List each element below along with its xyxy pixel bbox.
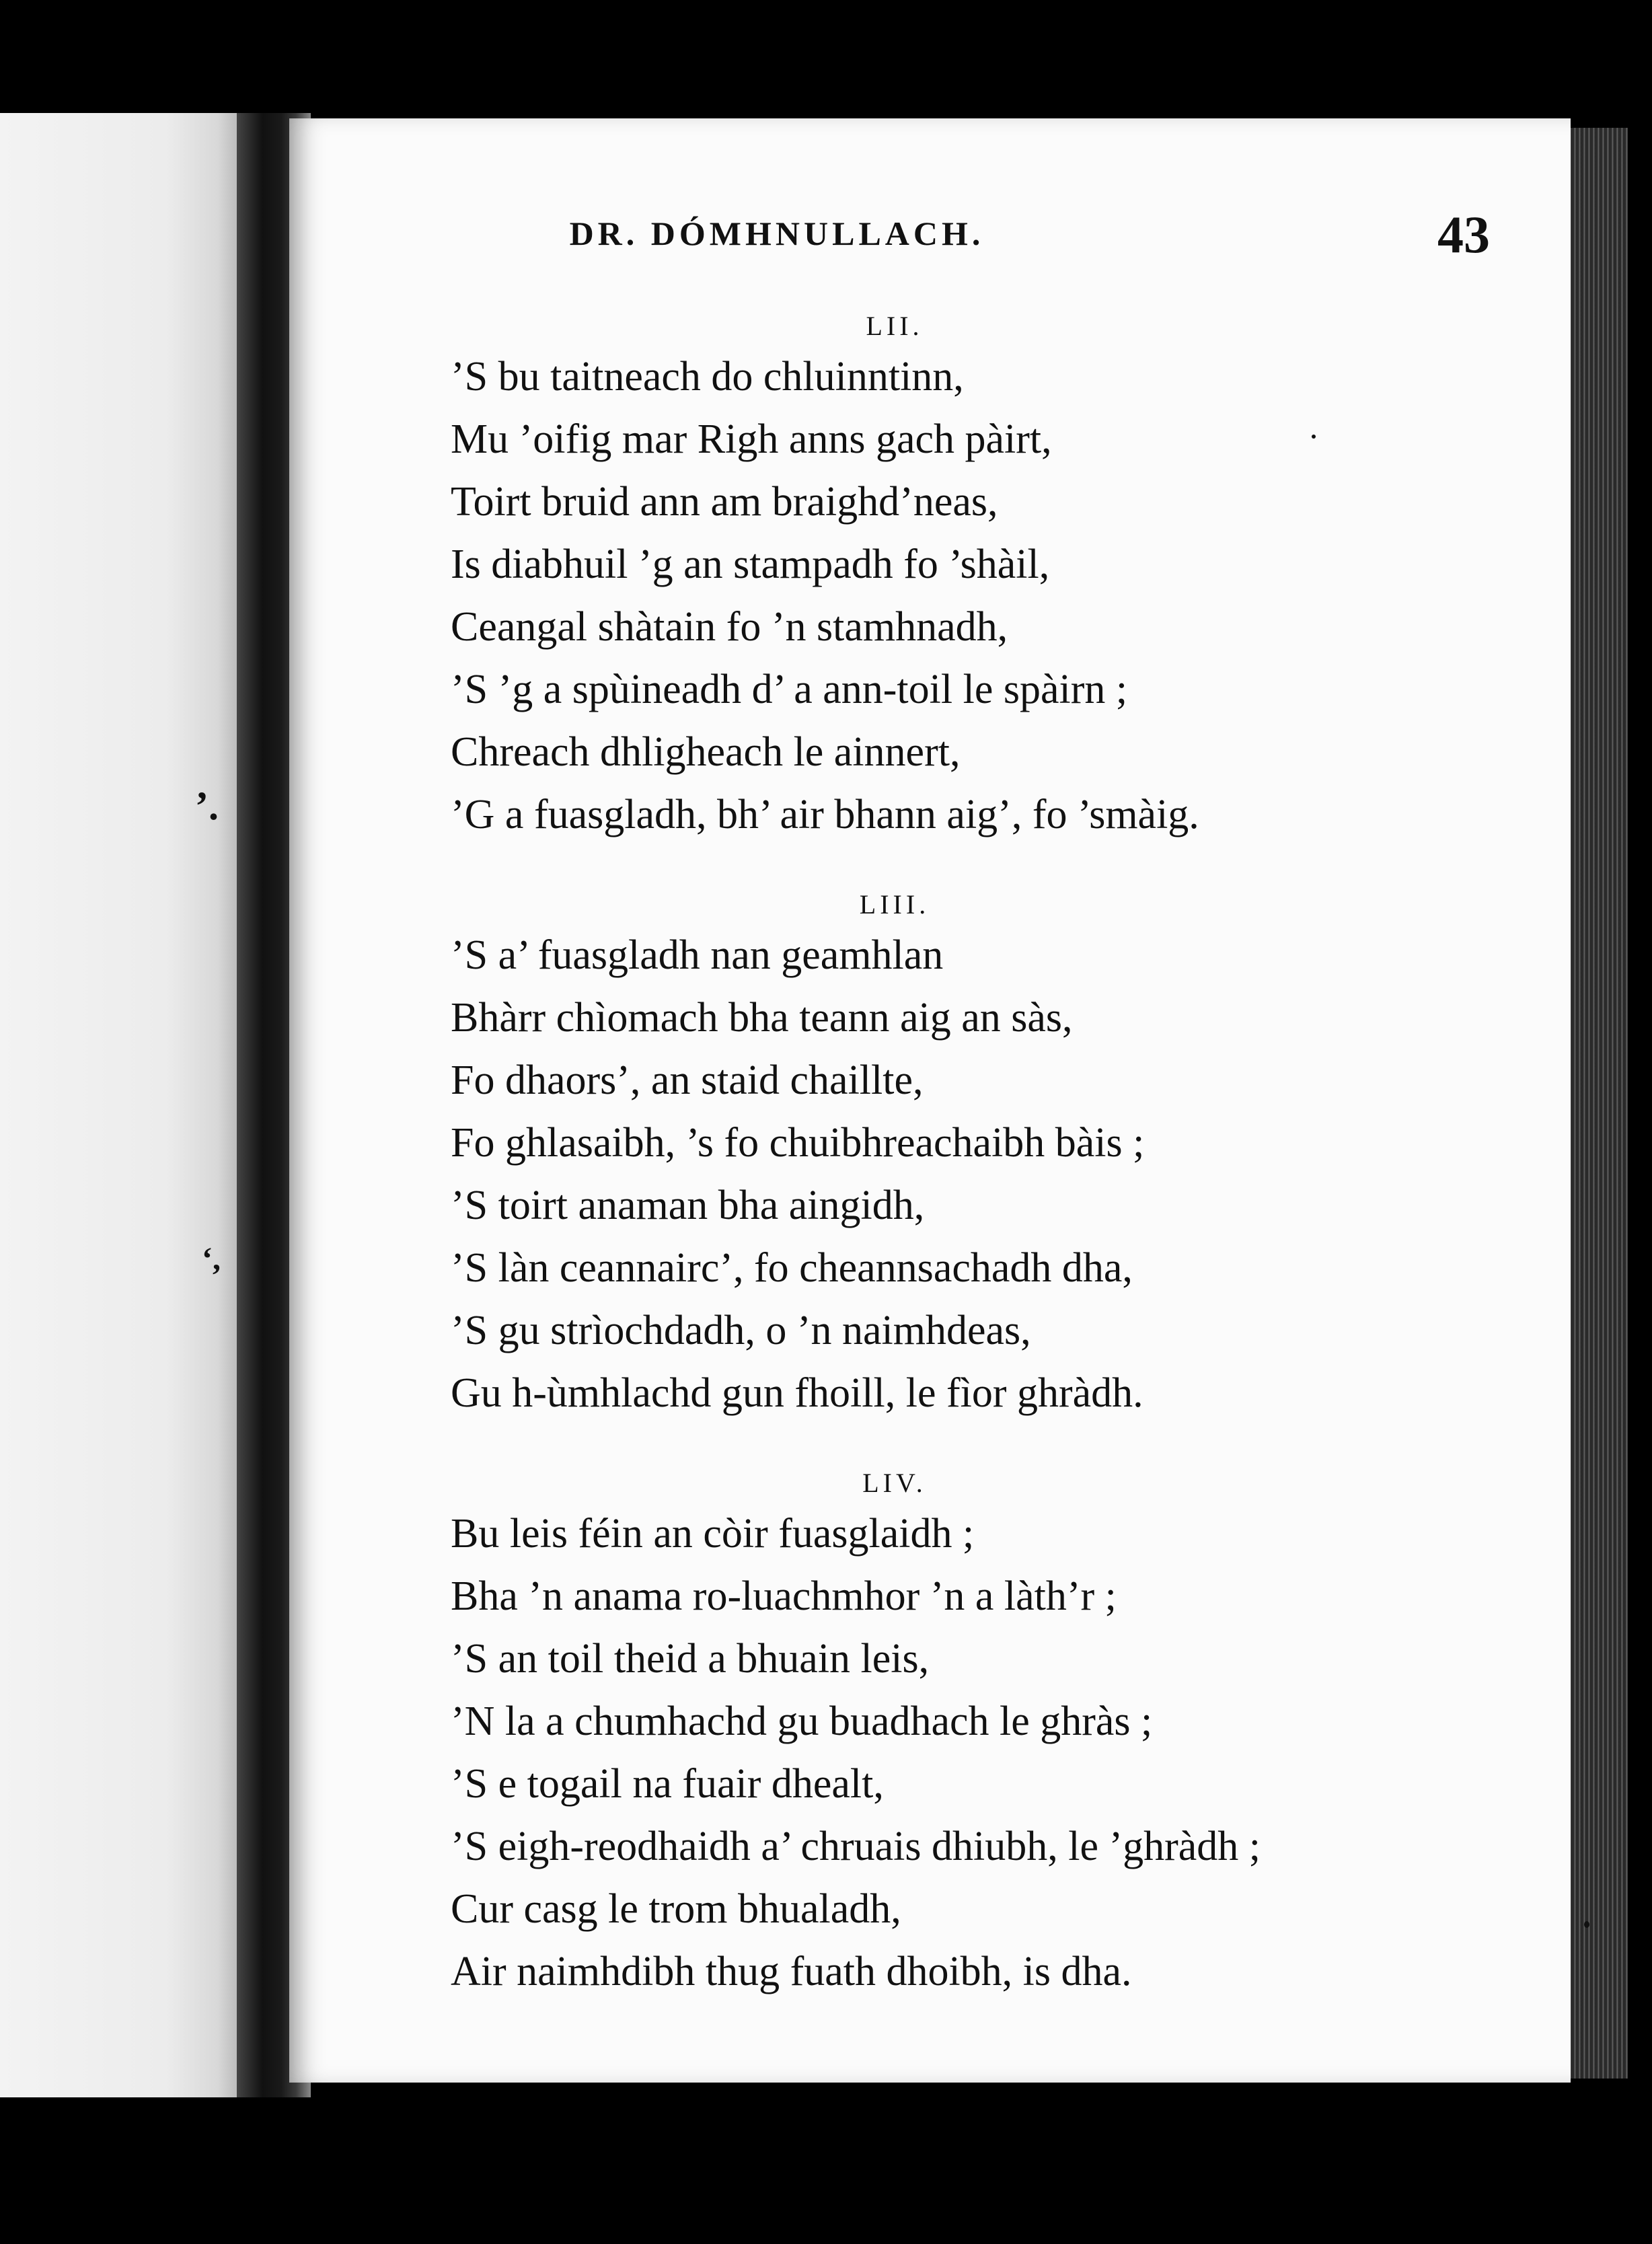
running-title: DR. DÓMHNULLACH.: [569, 215, 985, 252]
verse-line: Ceangal shàtain fo ’n stamhnadh,: [451, 604, 1008, 650]
verse-line: ’S e togail na fuair dhealt,: [451, 1761, 884, 1807]
stanza-number: LII.: [866, 311, 924, 341]
verse-line: ’S làn ceannairc’, fo cheannsachadh dha,: [451, 1245, 1133, 1291]
verse-line: ’S ’g a spùineadh d’ a ann-toil le spàirn ;: [451, 667, 1128, 712]
stanza: [451, 1464, 1554, 2003]
verse-line: Mu ’oifig mar Righ anns gach pàirt,: [451, 416, 1052, 462]
verse-line: ’S bu taitneach do chluinntinn,: [451, 354, 964, 400]
verse-line: Toirt bruid ann am braighd’neas,: [451, 479, 998, 525]
left-page-mark: ‘,: [202, 1241, 221, 1277]
verse-line: ’S gu strìochdadh, o ’n naimhdeas,: [451, 1308, 1031, 1353]
verse-line: Cur casg le trom bhualadh,: [451, 1886, 901, 1932]
verse-line: ’S eigh-reodhaidh a’ chruais dhiubh, le ’ghràdh ;: [451, 1824, 1261, 1869]
page-block-edges: [1567, 128, 1628, 2079]
verse-line: Bhàrr chìomach bha teann aig an sàs,: [451, 995, 1073, 1041]
verse-line: ’S toirt anaman bha aingidh,: [451, 1183, 925, 1228]
left-page-mark: ’.: [195, 784, 219, 828]
verse-line: Gu h-ùmhlachd gun fhoill, le fìor ghràdh.: [451, 1370, 1143, 1416]
verse-line: ’S a’ fuasgladh nan geamhlan: [451, 932, 944, 978]
verse-line: Chreach dhligheach le ainnert,: [451, 729, 961, 775]
verse-line: ’S an toil theid a bhuain leis,: [451, 1636, 930, 1682]
verse-line: Fo ghlasaibh, ’s fo chuibhreachaibh bàis ;: [451, 1120, 1145, 1166]
verse-line: ’N la a chumhachd gu buadhach le ghràs ;: [451, 1698, 1153, 1744]
verse-line: Is diabhuil ’g an stampadh fo ’shàil,: [451, 541, 1050, 587]
stanza-number: LIV.: [862, 1468, 927, 1498]
left-facing-page: [0, 113, 237, 2097]
page-header: [289, 205, 1571, 274]
verse-line: ’G a fuasgladh, bh’ air bhann aig’, fo ’smàig.: [451, 792, 1199, 837]
stanza-number: LIII.: [859, 889, 930, 920]
book-page: [289, 118, 1571, 2083]
verse-line: Fo dhaors’, an staid chaillte,: [451, 1057, 924, 1103]
print-speck: [1312, 435, 1316, 439]
poem-body: [451, 307, 1554, 2042]
stanza: [451, 885, 1554, 1425]
stanza: [451, 307, 1554, 846]
verse-line: Bha ’n anama ro-luachmhor ’n a làth’r ;: [451, 1573, 1117, 1619]
page-number: 43: [1437, 205, 1490, 264]
verse-line: Air naimhdibh thug fuath dhoibh, is dha.: [451, 1949, 1132, 1994]
print-speck: [1584, 1921, 1589, 1928]
verse-line: Bu leis féin an còir fuasglaidh ;: [451, 1511, 975, 1557]
